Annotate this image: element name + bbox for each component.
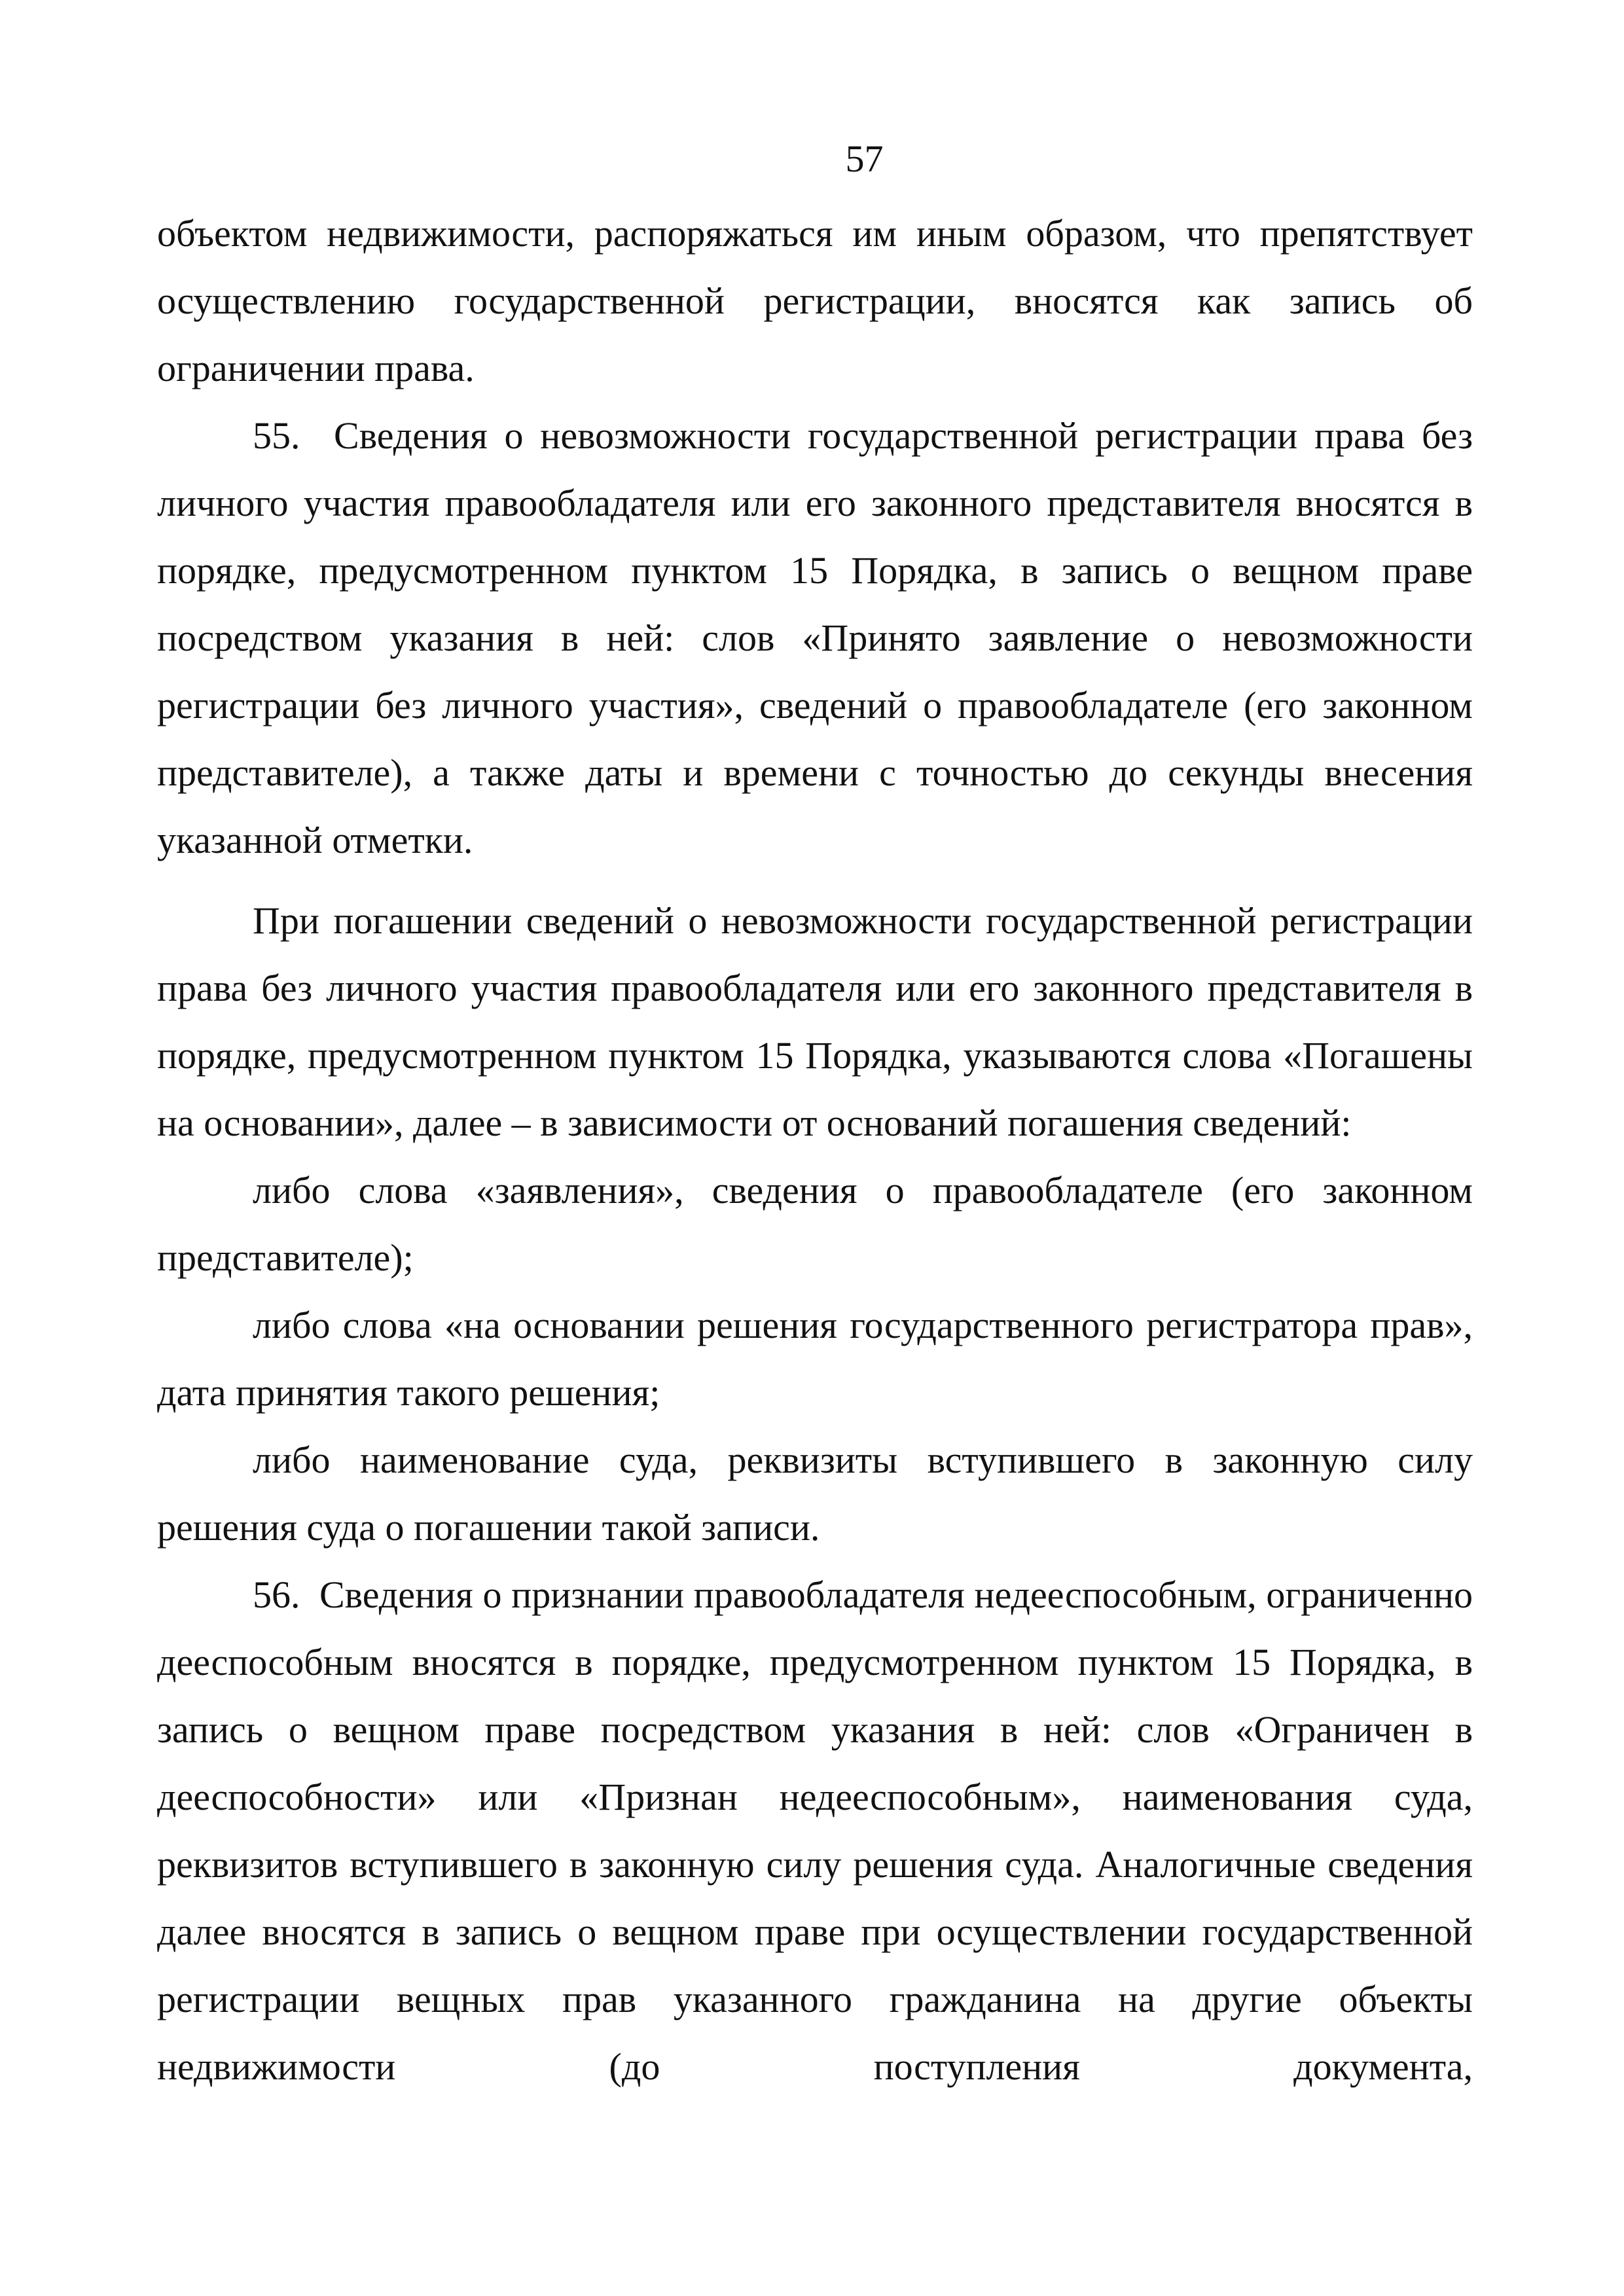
paragraph-text: Сведения о невозможности государственной регистрации права без личного участия правообладателя или его законного представителя вносятся в порядке, предусмотренном пунктом 15 Порядка, в запись о вещном праве посредством указания в ней: слов «Принято заявление о невозможности регистрации без личного участия», сведений о правообладателе (его законном представителе), а также даты и времени с точностью до секунды внесения указанной отметки.	[157, 414, 1473, 861]
paragraph-text: объектом недвижимости, распоряжаться им иным образом, что препятствует осуществлению государственной регистрации, вносятся как запись об ограничении права.	[157, 212, 1473, 389]
paragraph-text: При погашении сведений о невозможности государственной регистрации права без личного участия правообладателя или его законного представителя в порядке, предусмотренном пунктом 15 Порядка, указываются слова «Погашены на основании», далее – в зависимости от оснований погашения сведений:	[157, 899, 1473, 1144]
paragraph-text: либо слова «заявления», сведения о правообладателе (его законном представителе);	[157, 1169, 1473, 1279]
paragraph-number: 55.	[253, 414, 300, 457]
paragraph-cancellation	[157, 887, 1473, 1157]
paragraph-text: либо слова «на основании решения государственного регистратора прав», дата принятия такого решения;	[157, 1304, 1473, 1414]
paragraph-text: Сведения о признании правообладателя недееспособным, ограниченно дееспособным вносятся в порядке, предусмотренном пунктом 15 Порядка, в запись о вещном праве посредством указания в ней: слов «Ограничен в дееспособности» или «Признан недееспособным», наименования суда, реквизитов вступившего в законную силу решения суда. Аналогичные сведения далее вносятся в запись о вещном праве при осуществлении государственной регистрации вещных прав указанного гражданина на другие объекты недвижимости (до поступления документа,	[157, 1573, 1473, 2088]
paragraph-text: либо наименование суда, реквизиты вступившего в законную силу решения суда о погашении такой записи.	[157, 1439, 1473, 1549]
paragraph-55	[157, 402, 1473, 874]
paragraph-56	[157, 1561, 1473, 2100]
document-body	[157, 200, 1473, 2100]
page-number: 57	[845, 137, 884, 180]
list-item-court-decision	[157, 1426, 1473, 1561]
paragraph-number: 56.	[253, 1573, 300, 1616]
list-item-statement	[157, 1157, 1473, 1291]
list-item-registrar-decision	[157, 1291, 1473, 1426]
paragraph-continuation	[157, 200, 1473, 402]
